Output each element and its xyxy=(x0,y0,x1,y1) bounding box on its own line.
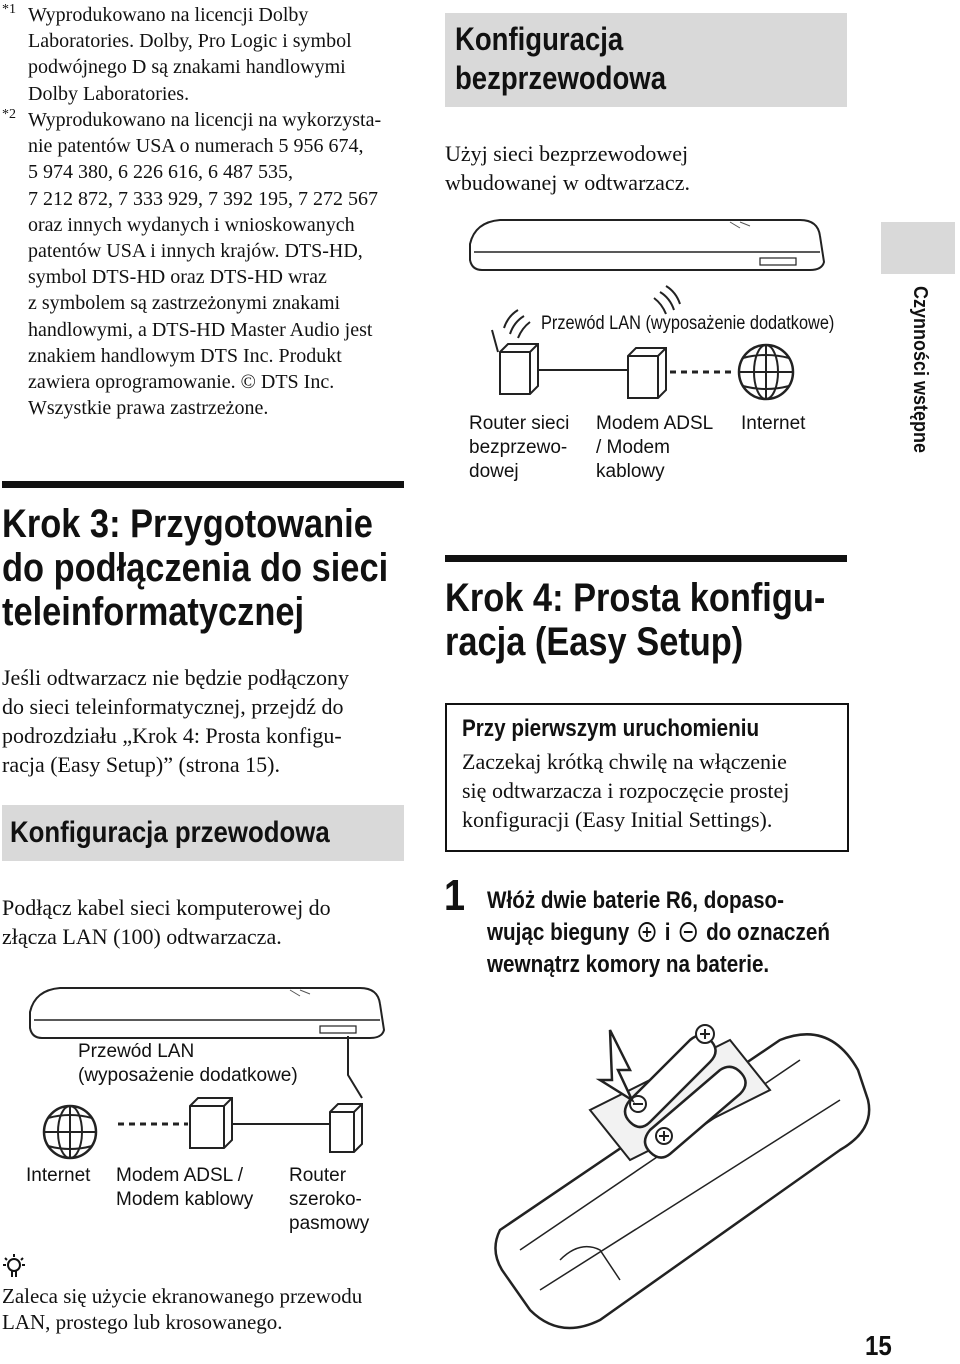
step-instruction xyxy=(487,885,830,981)
wired-cable-label xyxy=(78,1040,298,1088)
wifi-signal-icon xyxy=(654,286,680,314)
router-icon xyxy=(492,330,538,394)
side-tab-label: Czynności wstępne xyxy=(909,286,931,454)
step4-title xyxy=(445,576,825,664)
label-line: Router xyxy=(289,1165,347,1186)
wifi-signal-icon xyxy=(504,310,530,338)
wireless-modem-label xyxy=(596,412,713,484)
hint-text xyxy=(2,1283,362,1335)
footnote-1-mark: *1 xyxy=(2,2,16,17)
lightbulb-hint-icon xyxy=(2,1252,28,1280)
wireless-text xyxy=(445,139,690,197)
remote-battery-illustration xyxy=(480,1000,900,1330)
label-line: (wyposażenie dodatkowe) xyxy=(78,1065,298,1086)
side-tab xyxy=(881,222,955,274)
globe-icon xyxy=(44,1106,96,1158)
title-line: teleinformatycznej xyxy=(2,590,305,634)
footnote-line: 5 974 380, 6 226 616, 6 487 535, xyxy=(28,161,293,184)
text-line: złącza LAN (100) odtwarzacza. xyxy=(2,924,282,949)
instruction-text: wując bieguny xyxy=(487,919,630,946)
text-line: do sieci teleinformatycznej, przejdź do xyxy=(2,694,344,719)
label-line: Modem ADSL xyxy=(596,413,714,434)
text-line: Zaczekaj krótką chwilę na włączenie xyxy=(462,749,787,774)
heading-line: Konfiguracja xyxy=(455,21,624,57)
wireless-connection-diagram xyxy=(440,210,860,410)
label-line: / Modem xyxy=(596,437,670,458)
footnote-line: oraz innych wydanych i wnioskowanych xyxy=(28,213,355,236)
plus-circle-icon xyxy=(638,922,655,942)
footnote-line: Wyprodukowano na licencji na wykorzysta- xyxy=(28,109,382,131)
title-line: racja (Easy Setup) xyxy=(445,620,744,664)
instruction-text: i xyxy=(664,919,671,946)
globe-icon xyxy=(739,345,793,399)
blu-ray-player-illustration xyxy=(30,988,384,1038)
footnote-line: patentów USA i innych krajów. DTS-HD, xyxy=(28,240,363,263)
footnote-line: podwójnego D są znakami handlowymi xyxy=(28,56,346,79)
instruction-line xyxy=(487,917,830,949)
wired-modem-label xyxy=(116,1164,253,1212)
heading-line: bezprzewodowa xyxy=(455,60,667,96)
footnote-line: symbol DTS-HD oraz DTS-HD wraz xyxy=(28,266,327,289)
text-line: Zaleca się użycie ekranowanego przewodu xyxy=(2,1284,363,1308)
label-line: Modem ADSL / xyxy=(116,1165,244,1186)
text-line: się odtwarzacza i rozpoczęcie prostej xyxy=(462,778,790,803)
label-line: kablowy xyxy=(596,461,665,482)
wired-heading: Konfiguracja przewodowa xyxy=(10,816,330,849)
step3-title xyxy=(2,502,388,634)
wired-text xyxy=(2,893,412,951)
page-number: 15 xyxy=(865,1330,892,1361)
footnote-line: Dolby Laboratories. xyxy=(28,82,190,105)
footnote-line: zawiera oprogramowanie. © DTS Inc. xyxy=(28,371,335,394)
label-line: Modem kablowy xyxy=(116,1189,254,1210)
wired-internet-label: Internet xyxy=(26,1165,91,1186)
first-run-text xyxy=(462,747,789,834)
footnote-line: handlowymi, a DTS-HD Master Audio jest xyxy=(28,318,373,341)
router-icon xyxy=(330,1104,362,1152)
footnote-line: Wyprodukowano na licencji Dolby xyxy=(28,4,309,26)
title-line: Krok 3: Przygotowanie xyxy=(2,502,373,546)
text-line: Użyj sieci bezprzewodowej xyxy=(445,141,689,166)
text-line: racja (Easy Setup)” (strona 15). xyxy=(2,752,280,777)
footnote-1-text xyxy=(28,2,428,107)
label-line: dowej xyxy=(469,461,519,482)
text-line: Jeśli odtwarzacz nie będzie podłączony xyxy=(2,665,349,690)
wireless-internet-label: Internet xyxy=(741,413,806,434)
label-line: Router sieci xyxy=(469,413,570,434)
label-line: szeroko- xyxy=(289,1189,362,1210)
footnote-line: 7 212 872, 7 333 929, 7 392 195, 7 272 567 xyxy=(28,187,378,210)
step3-rule xyxy=(2,481,404,488)
instruction-line: Włóż dwie baterie R6, dopaso- xyxy=(487,887,785,914)
instruction-text: do oznaczeń xyxy=(706,919,830,946)
label-line: Przewód LAN xyxy=(78,1041,195,1062)
footnote-2-mark: *2 xyxy=(2,107,16,122)
text-line: podrozdziału „Krok 4: Prosta konfigu- xyxy=(2,723,342,748)
modem-icon xyxy=(190,1098,232,1148)
step-number: 1 xyxy=(444,871,466,920)
title-line: Krok 4: Prosta konfigu- xyxy=(445,576,826,620)
footnote-line: z symbolem są zastrzeżonymi znakami xyxy=(28,292,341,315)
wireless-cable-label: Przewód LAN (wyposażenie dodatkowe) xyxy=(541,313,835,334)
footnote-2-text xyxy=(28,107,428,421)
blu-ray-player-illustration xyxy=(470,220,824,270)
label-line: bezprzewo- xyxy=(469,437,568,458)
minus-circle-icon xyxy=(680,922,697,942)
wireless-heading xyxy=(455,20,666,98)
footnote-line: Laboratories. Dolby, Pro Logic i symbol xyxy=(28,30,352,53)
footnote-line: nie patentów USA o numerach 5 956 674, xyxy=(28,135,364,158)
first-run-title: Przy pierwszym uruchomieniu xyxy=(462,715,760,742)
wired-router-label xyxy=(289,1164,369,1236)
footnote-line: znakiem handlowym DTS Inc. Produkt xyxy=(28,344,342,367)
footnote-line: Wszystkie prawa zastrzeżone. xyxy=(28,397,269,420)
text-line: konfiguracji (Easy Initial Settings). xyxy=(462,807,773,832)
text-line: Podłącz kabel sieci komputerowej do xyxy=(2,895,331,920)
text-line: wbudowanej w odtwarzacz. xyxy=(445,170,690,195)
title-line: do podłączenia do sieci xyxy=(2,546,389,590)
label-line: pasmowy xyxy=(289,1213,370,1234)
instruction-line: wewnątrz komory na baterie. xyxy=(487,951,770,978)
step3-intro xyxy=(2,663,412,779)
modem-icon xyxy=(628,348,666,398)
wireless-router-label xyxy=(469,412,569,484)
insert-arrow-icon xyxy=(600,1030,632,1100)
text-line: LAN, prostego lub krosowanego. xyxy=(2,1310,283,1334)
step4-rule xyxy=(445,555,847,562)
